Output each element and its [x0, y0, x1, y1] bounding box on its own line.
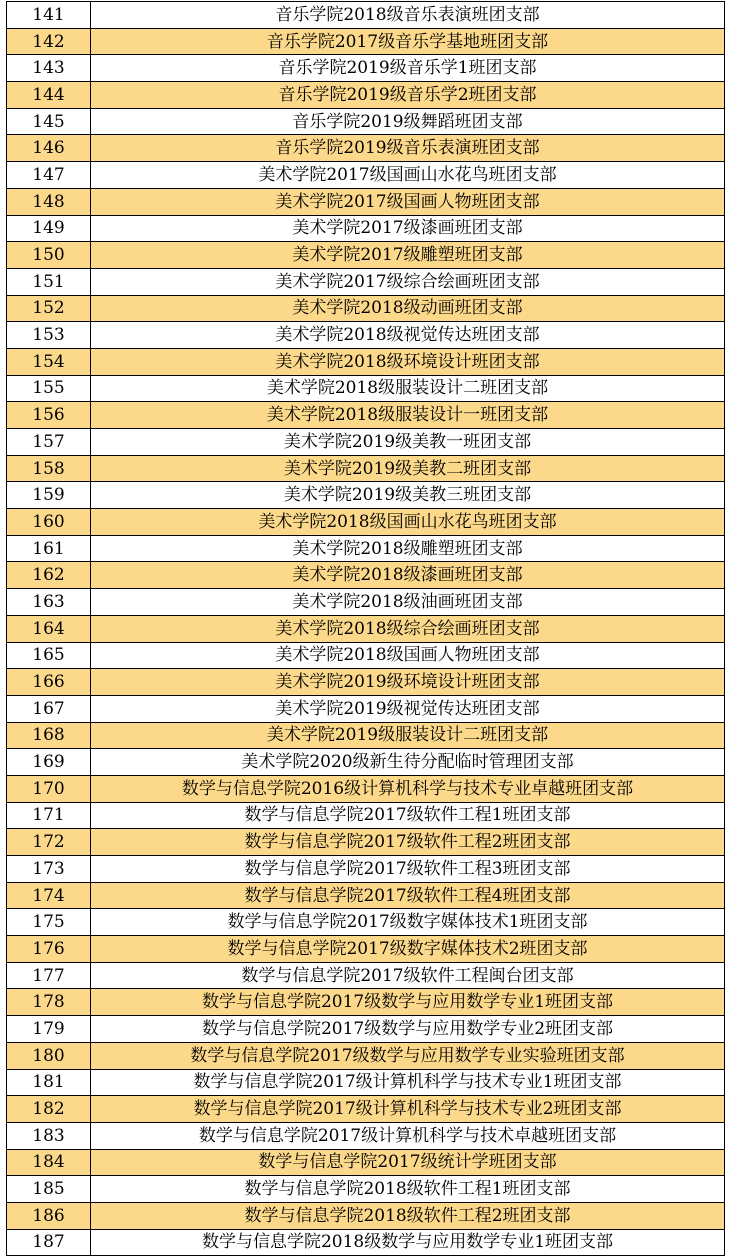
row-number-cell: 158 — [7, 455, 91, 482]
table-row — [7, 82, 725, 109]
row-number-cell: 145 — [7, 108, 91, 135]
row-number-cell: 150 — [7, 242, 91, 269]
branch-name-cell: 数学与信息学院2017级统计学班团支部 — [91, 1149, 725, 1176]
table-row — [7, 455, 725, 482]
branch-name-cell: 数学与信息学院2017级数字媒体技术2班团支部 — [91, 936, 725, 963]
branch-name-cell: 美术学院2019级美教一班团支部 — [91, 429, 725, 456]
row-number-cell: 155 — [7, 375, 91, 402]
table-body — [7, 2, 725, 1256]
branch-name-cell: 数学与信息学院2017级软件工程4班团支部 — [91, 882, 725, 909]
row-number-cell: 184 — [7, 1149, 91, 1176]
table-row — [7, 882, 725, 909]
row-number-cell: 171 — [7, 802, 91, 829]
branch-name-cell: 美术学院2019级服装设计二班团支部 — [91, 722, 725, 749]
table-row — [7, 615, 725, 642]
row-number-cell: 168 — [7, 722, 91, 749]
row-number-cell: 154 — [7, 348, 91, 375]
branch-name-cell: 数学与信息学院2017级数学与应用数学专业1班团支部 — [91, 989, 725, 1016]
table-row — [7, 429, 725, 456]
table-row — [7, 1202, 725, 1229]
row-number-cell: 187 — [7, 1229, 91, 1256]
table-row — [7, 856, 725, 883]
branch-name-cell: 数学与信息学院2018级数学与应用数学专业1班团支部 — [91, 1229, 725, 1256]
table-row — [7, 909, 725, 936]
row-number-cell: 179 — [7, 1016, 91, 1043]
table-row — [7, 1042, 725, 1069]
branch-name-cell: 美术学院2019级环境设计班团支部 — [91, 669, 725, 696]
branch-name-cell: 美术学院2018级国画人物班团支部 — [91, 642, 725, 669]
table-row — [7, 989, 725, 1016]
branch-name-cell: 音乐学院2018级音乐表演班团支部 — [91, 2, 725, 29]
row-number-cell: 152 — [7, 295, 91, 322]
table-row — [7, 535, 725, 562]
table-row — [7, 215, 725, 242]
table-row — [7, 108, 725, 135]
row-number-cell: 177 — [7, 962, 91, 989]
branch-name-cell: 数学与信息学院2017级数字媒体技术1班团支部 — [91, 909, 725, 936]
table-row — [7, 375, 725, 402]
row-number-cell: 148 — [7, 188, 91, 215]
table-row — [7, 55, 725, 82]
table-row — [7, 322, 725, 349]
row-number-cell: 149 — [7, 215, 91, 242]
branch-name-cell: 音乐学院2019级音乐学2班团支部 — [91, 82, 725, 109]
branch-name-cell: 美术学院2018级雕塑班团支部 — [91, 535, 725, 562]
table-row — [7, 589, 725, 616]
branch-name-cell: 美术学院2017级雕塑班团支部 — [91, 242, 725, 269]
row-number-cell: 176 — [7, 936, 91, 963]
table-row — [7, 1096, 725, 1123]
branch-name-cell: 美术学院2018级视觉传达班团支部 — [91, 322, 725, 349]
table-row — [7, 28, 725, 55]
table-row — [7, 348, 725, 375]
branch-name-cell: 音乐学院2017级音乐学基地班团支部 — [91, 28, 725, 55]
table-row — [7, 295, 725, 322]
row-number-cell: 163 — [7, 589, 91, 616]
table-row — [7, 135, 725, 162]
row-number-cell: 157 — [7, 429, 91, 456]
branch-name-cell: 美术学院2017级漆画班团支部 — [91, 215, 725, 242]
row-number-cell: 174 — [7, 882, 91, 909]
table-row — [7, 242, 725, 269]
branch-name-cell: 美术学院2018级动画班团支部 — [91, 295, 725, 322]
row-number-cell: 183 — [7, 1122, 91, 1149]
table-row — [7, 1149, 725, 1176]
row-number-cell: 172 — [7, 829, 91, 856]
row-number-cell: 141 — [7, 2, 91, 29]
branch-name-cell: 数学与信息学院2017级计算机科学与技术专业2班团支部 — [91, 1096, 725, 1123]
branch-name-cell: 音乐学院2019级音乐表演班团支部 — [91, 135, 725, 162]
table-row — [7, 1069, 725, 1096]
branch-name-cell: 数学与信息学院2017级软件工程2班团支部 — [91, 829, 725, 856]
branch-name-cell: 美术学院2018级服装设计二班团支部 — [91, 375, 725, 402]
row-number-cell: 159 — [7, 482, 91, 509]
table-row — [7, 936, 725, 963]
branch-name-cell: 音乐学院2019级舞蹈班团支部 — [91, 108, 725, 135]
row-number-cell: 165 — [7, 642, 91, 669]
row-number-cell: 167 — [7, 695, 91, 722]
branch-name-cell: 美术学院2017级国画人物班团支部 — [91, 188, 725, 215]
row-number-cell: 156 — [7, 402, 91, 429]
table-row — [7, 482, 725, 509]
branch-name-cell: 数学与信息学院2017级数学与应用数学专业实验班团支部 — [91, 1042, 725, 1069]
branch-name-cell: 数学与信息学院2016级计算机科学与技术专业卓越班团支部 — [91, 775, 725, 802]
table-row — [7, 509, 725, 536]
branch-name-cell: 美术学院2018级油画班团支部 — [91, 589, 725, 616]
branch-name-cell: 数学与信息学院2018级软件工程2班团支部 — [91, 1202, 725, 1229]
row-number-cell: 186 — [7, 1202, 91, 1229]
row-number-cell: 147 — [7, 162, 91, 189]
row-number-cell: 143 — [7, 55, 91, 82]
table-row — [7, 162, 725, 189]
table-row — [7, 268, 725, 295]
table-row — [7, 1016, 725, 1043]
table-row — [7, 749, 725, 776]
row-number-cell: 142 — [7, 28, 91, 55]
branch-name-cell: 数学与信息学院2017级计算机科学与技术卓越班团支部 — [91, 1122, 725, 1149]
branch-name-cell: 美术学院2017级综合绘画班团支部 — [91, 268, 725, 295]
table-row — [7, 669, 725, 696]
table-row — [7, 642, 725, 669]
row-number-cell: 161 — [7, 535, 91, 562]
row-number-cell: 182 — [7, 1096, 91, 1123]
branch-name-cell: 美术学院2018级漆画班团支部 — [91, 562, 725, 589]
row-number-cell: 180 — [7, 1042, 91, 1069]
branch-name-cell: 美术学院2017级国画山水花鸟班团支部 — [91, 162, 725, 189]
branch-name-cell: 美术学院2019级美教二班团支部 — [91, 455, 725, 482]
branch-name-cell: 美术学院2018级综合绘画班团支部 — [91, 615, 725, 642]
branch-name-cell: 美术学院2018级环境设计班团支部 — [91, 348, 725, 375]
branch-name-cell: 美术学院2019级视觉传达班团支部 — [91, 695, 725, 722]
table-row — [7, 722, 725, 749]
branch-name-cell: 数学与信息学院2017级计算机科学与技术专业1班团支部 — [91, 1069, 725, 1096]
table-row — [7, 962, 725, 989]
branch-name-cell: 数学与信息学院2017级数学与应用数学专业2班团支部 — [91, 1016, 725, 1043]
table-row — [7, 402, 725, 429]
branch-name-cell: 数学与信息学院2018级软件工程1班团支部 — [91, 1176, 725, 1203]
branch-name-cell: 数学与信息学院2017级软件工程3班团支部 — [91, 856, 725, 883]
table-row — [7, 695, 725, 722]
row-number-cell: 162 — [7, 562, 91, 589]
row-number-cell: 160 — [7, 509, 91, 536]
table-row — [7, 562, 725, 589]
branch-name-cell: 数学与信息学院2017级软件工程闽台团支部 — [91, 962, 725, 989]
row-number-cell: 173 — [7, 856, 91, 883]
branch-name-cell: 音乐学院2019级音乐学1班团支部 — [91, 55, 725, 82]
branch-list-table — [6, 1, 725, 1256]
row-number-cell: 153 — [7, 322, 91, 349]
branch-name-cell: 美术学院2018级国画山水花鸟班团支部 — [91, 509, 725, 536]
branch-name-cell: 美术学院2020级新生待分配临时管理团支部 — [91, 749, 725, 776]
table-row — [7, 2, 725, 29]
branch-name-cell: 美术学院2018级服装设计一班团支部 — [91, 402, 725, 429]
row-number-cell: 175 — [7, 909, 91, 936]
row-number-cell: 146 — [7, 135, 91, 162]
row-number-cell: 185 — [7, 1176, 91, 1203]
table-row — [7, 829, 725, 856]
row-number-cell: 178 — [7, 989, 91, 1016]
table-row — [7, 1229, 725, 1256]
table-row — [7, 1122, 725, 1149]
row-number-cell: 166 — [7, 669, 91, 696]
table-row — [7, 775, 725, 802]
table-row — [7, 188, 725, 215]
branch-name-cell: 美术学院2019级美教三班团支部 — [91, 482, 725, 509]
row-number-cell: 164 — [7, 615, 91, 642]
table-row — [7, 1176, 725, 1203]
row-number-cell: 181 — [7, 1069, 91, 1096]
row-number-cell: 144 — [7, 82, 91, 109]
row-number-cell: 151 — [7, 268, 91, 295]
row-number-cell: 169 — [7, 749, 91, 776]
branch-name-cell: 数学与信息学院2017级软件工程1班团支部 — [91, 802, 725, 829]
table-row — [7, 802, 725, 829]
row-number-cell: 170 — [7, 775, 91, 802]
